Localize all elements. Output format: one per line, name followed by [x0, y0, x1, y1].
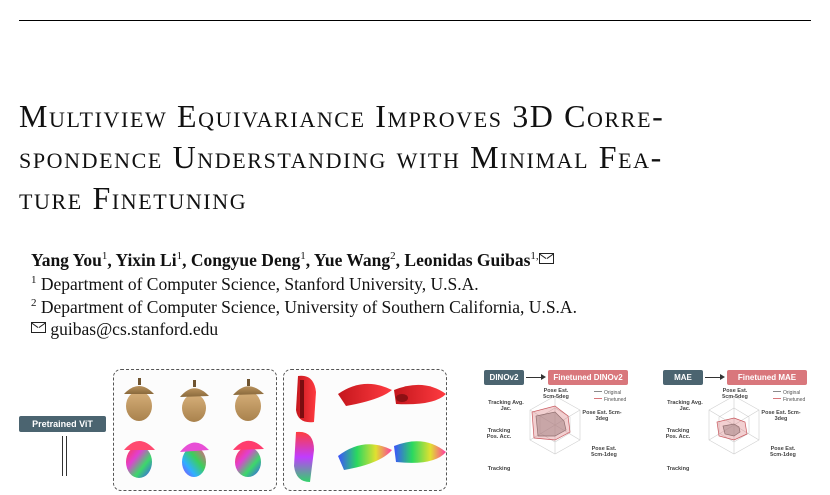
title-line-3: ture Finetuning [19, 180, 248, 216]
axis-label: Tracking Avg. Jac. [667, 400, 703, 412]
affiliation-sup: 2 [31, 297, 37, 310]
affiliation-sup: 1 [31, 274, 37, 287]
axis-label: Tracking Pos. Acc. [486, 428, 512, 440]
axis-label: Pose Est. 5cm-3deg [582, 410, 622, 422]
stapler-render [394, 385, 446, 404]
stapler-feature-render [394, 441, 446, 463]
acorn-feature-render [124, 441, 155, 478]
axis-label: Pose Est. 5cm-5deg [722, 388, 748, 400]
legend-label: Original [604, 390, 622, 396]
email-line [31, 319, 218, 340]
stapler-render [296, 376, 316, 422]
author-list [31, 250, 554, 271]
legend-original [594, 390, 621, 396]
envelope-icon [539, 253, 554, 264]
legend-finetuned [594, 397, 626, 403]
finetuned-model-tag: Finetuned MAE [727, 370, 807, 385]
author-sep: , [305, 250, 314, 270]
axis-label: Pose Est. 5cm-1deg [591, 446, 617, 458]
title-line-1: Multiview Equivariance Improves 3D Corre- [19, 98, 665, 134]
legend-label: Finetuned [604, 397, 627, 403]
vit-connector [62, 436, 67, 476]
author-sep: , [182, 250, 191, 270]
author-name: Yixin Li [115, 250, 177, 270]
top-rule [19, 20, 811, 21]
legend-original [773, 390, 800, 396]
stapler-panel [283, 369, 447, 491]
pretrained-vit-label: Pretrained ViT [19, 416, 106, 432]
radar-chart-dinov2 [482, 366, 628, 486]
axis-label: Tracking Avg. Jac. [488, 400, 524, 412]
radar-chart-mae [661, 366, 807, 486]
author-sup: 1 [101, 250, 108, 263]
email-address[interactable]: guibas@cs.stanford.edu [50, 319, 219, 339]
legend-label: Finetuned [783, 397, 806, 403]
axis-label: Tracking [487, 466, 511, 472]
author-sup: 1, [530, 250, 539, 263]
finetuned-model-tag: Finetuned DINOv2 [548, 370, 628, 385]
affiliation-1 [31, 274, 479, 295]
acorn-render [233, 379, 264, 421]
affiliation-text: Department of Computer Science, University of Southern California, U.S.A. [40, 297, 577, 317]
affiliation-2 [31, 297, 577, 318]
base-model-tag: MAE [663, 370, 703, 385]
stapler-renders [284, 370, 446, 490]
title-line-2: spondence Understanding with Minimal Fea- [19, 139, 663, 175]
base-model-tag: DINOv2 [484, 370, 524, 385]
legend-label: Original [783, 390, 801, 396]
author-sup: 1 [176, 250, 183, 263]
finetuned-polygon [532, 406, 570, 440]
paper-title [19, 96, 811, 219]
axis-label: Pose Est. 5cm-3deg [761, 410, 801, 422]
axis-label: Tracking [666, 466, 690, 472]
acorn-renders [114, 370, 276, 490]
author-name: Leonidas Guibas [404, 250, 531, 270]
acorn-render [180, 380, 209, 422]
author-sup: 2 [390, 250, 396, 263]
axis-label: Pose Est. 5cm-5deg [543, 388, 569, 400]
axis-label: Tracking Pos. Acc. [665, 428, 691, 440]
envelope-icon [31, 322, 46, 333]
stapler-feature-render [338, 444, 392, 470]
stapler-render [338, 384, 392, 406]
author-name: Yang You [31, 250, 102, 270]
author-sup: 1 [300, 250, 306, 263]
author-sep: , [395, 250, 405, 270]
legend-finetuned [773, 397, 805, 403]
acorn-panel [113, 369, 277, 491]
axis-label: Pose Est. 5cm-1deg [770, 446, 796, 458]
stapler-feature-render [294, 432, 314, 482]
acorn-render [124, 378, 154, 421]
author-sep: , [107, 250, 116, 270]
affiliation-text: Department of Computer Science, Stanford University, U.S.A. [40, 274, 479, 294]
author-name: Congyue Deng [190, 250, 301, 270]
author-name: Yue Wang [313, 250, 391, 270]
